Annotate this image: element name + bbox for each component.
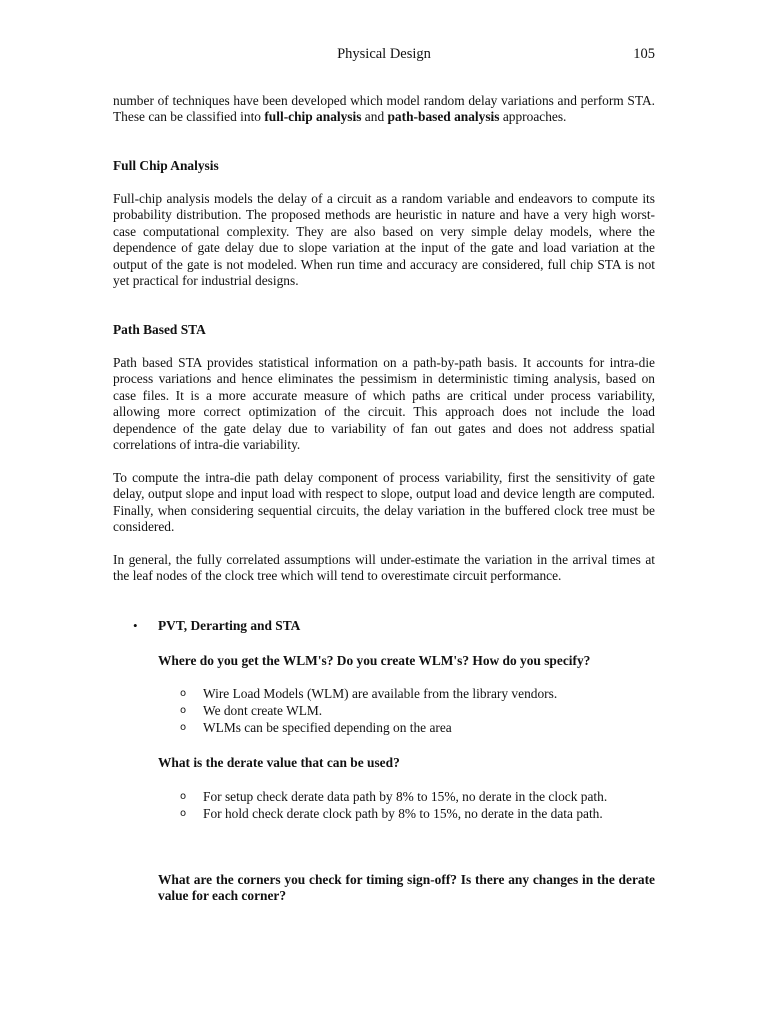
running-header bbox=[113, 46, 655, 64]
question-derate: What is the derate value that can be used? bbox=[158, 755, 400, 770]
list-item bbox=[180, 703, 655, 720]
derate-answer-list bbox=[180, 789, 655, 823]
path-based-heading: Path Based STA bbox=[113, 322, 206, 337]
circle-bullet-icon: o bbox=[180, 705, 187, 716]
intro-paragraph bbox=[113, 93, 655, 126]
list-item bbox=[180, 686, 655, 703]
list-item bbox=[180, 720, 655, 737]
list-item bbox=[180, 806, 655, 823]
answer-text: WLMs can be specified depending on the area bbox=[203, 720, 452, 735]
answer-text: We dont create WLM. bbox=[203, 703, 323, 718]
intro-text-middle: and bbox=[361, 109, 388, 125]
answer-text: For hold check derate clock path by 8% to 15%, no derate in the data path. bbox=[203, 806, 603, 821]
intro-text-before: number of techniques have been developed which model random delay variations and perform STA. These can be classified into bbox=[113, 93, 655, 125]
question-corners: What are the corners you check for timing sign-off? Is there any changes in the derate value for each corner? bbox=[158, 872, 655, 904]
path-based-paragraph-2: To compute the intra-die path delay component of process variability, first the sensitivity of gate delay, output slope and input load with respect to slope, output load and device length are computed. Finally, when considering sequential circuits, the delay variation in the buffered clock tree must be considered. bbox=[113, 470, 655, 535]
full-chip-paragraph: Full-chip analysis models the delay of a circuit as a random variable and endeavors to compute its probability distribution. The proposed methods are heuristic in nature and have a very high worst-case computational complexity. They are also based on very simple delay models, where the dependence of gate delay due to slope variation at the input of the gate and load variation at the output of the gate is not modeled. When run time and accuracy are considered, full chip STA is not yet practical for industrial designs. bbox=[113, 191, 655, 289]
running-title: Physical Design bbox=[337, 46, 431, 62]
question-wlm: Where do you get the WLM's? Do you create WLM's? How do you specify? bbox=[158, 653, 591, 668]
intro-bold-full-chip: full-chip analysis bbox=[264, 109, 362, 125]
answer-text: For setup check derate data path by 8% to 15%, no derate in the clock path. bbox=[203, 789, 608, 804]
path-based-paragraph-3: In general, the fully correlated assumptions will under-estimate the variation in the arrival times at the leaf nodes of the clock tree which will tend to overestimate circuit performance. bbox=[113, 552, 655, 584]
pvt-section-title: PVT, Derarting and STA bbox=[158, 618, 301, 633]
wlm-answer-list bbox=[180, 686, 655, 737]
circle-bullet-icon: o bbox=[180, 808, 187, 819]
path-based-paragraph-1: Path based STA provides statistical information on a path-by-path basis. It accounts for intra-die process variations and hence eliminates the pessimism in deterministic timing analysis, based on case files. It is a more accurate measure of which paths are critical under process variability, allowing more correct optimization of the circuit. This approach does not include the load dependence of the gate delay due to variability of fan out gates and does not address spatial correlations of intra-die variability. bbox=[113, 355, 655, 453]
circle-bullet-icon: o bbox=[180, 791, 187, 802]
intro-text-after: approaches. bbox=[499, 109, 567, 125]
list-item bbox=[180, 789, 655, 806]
bullet-dot-icon: • bbox=[133, 618, 138, 633]
circle-bullet-icon: o bbox=[180, 688, 187, 699]
page-number: 105 bbox=[633, 46, 655, 62]
intro-bold-path-based: path-based analysis bbox=[387, 109, 500, 125]
circle-bullet-icon: o bbox=[180, 722, 187, 733]
answer-text: Wire Load Models (WLM) are available from the library vendors. bbox=[203, 686, 558, 701]
full-chip-heading: Full Chip Analysis bbox=[113, 158, 219, 173]
